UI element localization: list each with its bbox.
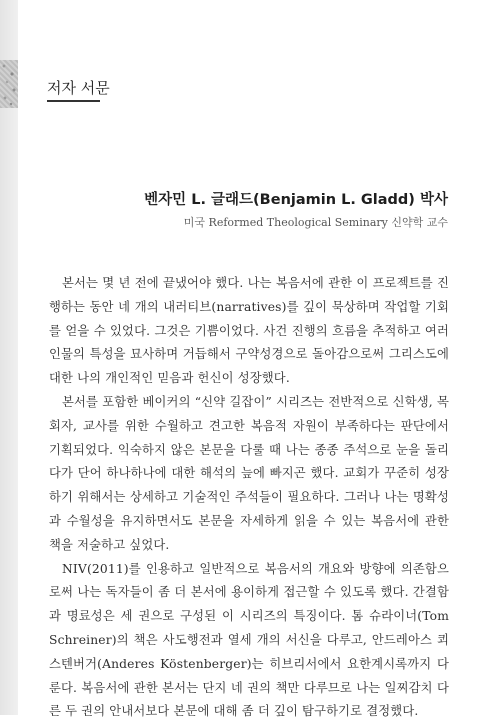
author-name: 벤자민 L. 글래드(Benjamin L. Gladd) 박사 — [144, 192, 448, 208]
section-title: 저자 서문 — [47, 79, 110, 97]
decorative-pattern — [0, 60, 18, 108]
preface-body — [49, 272, 449, 724]
paragraph: NIV(2011)를 인용하고 일반적으로 복음서의 개요와 방향에 의존함으로써 나는 독자들이 좀 더 본서에 용이하게 접근할 수 있도록 했다. 간결함과 명료성은 세 권으로 구성된 이 시리즈의 특징이다. 톰 슈라이너(Tom Schreiner)의 책은 사도행전과 열세 개의 서신을 다루고, 안드레아스 쾨스텐버거(Anderes Köstenberger)는 히브리서에서 요한계시록까지 다룬다. 복음서에 관한 본서는 단지 네 권의 책만 다루므로 나는 일찌감치 다른 두 권의 안내서보다 본문에 대해 좀 더 깊이 탐구하기로 결정했다. — [49, 561, 449, 719]
paragraph: 본서를 포함한 베이커의 “신약 길잡이” 시리즈는 전반적으로 신학생, 목회자, 교사를 위한 수월하고 견고한 복음적 자원이 부족하다는 판단에서 기획되었다. 익숙하지 않은 본문을 다룰 때 나는 종종 주석으로 눈을 돌리다가 단어 하나하나에 대한 해석의 늪에 빠지곤 했다. 교회가 꾸준히 성장하기 위해서는 상세하고 기술적인 주석들이 필요하다. 그러나 나는 명확성과 수월성을 유지하면서도 본문을 자세하게 읽을 수 있는 복음서에 관한 책을 저술하고 싶었다. — [49, 394, 449, 552]
title-underline — [47, 100, 100, 102]
paragraph: 본서는 몇 년 전에 끝냈어야 했다. 나는 복음서에 관한 이 프로젝트를 진행하는 동안 네 개의 내러티브(narratives)를 깊이 묵상하며 작업할 기회를 얻을 수 있었다. 그것은 기쁨이었다. 사건 진행의 흐름을 추적하고 여러 인물의 특성을 묘사하며 거듭해서 구약성경으로 돌아감으로써 그리스도에 대한 나의 개인적인 믿음과 헌신이 성장했다. — [49, 276, 449, 386]
author-affiliation: 미국 Reformed Theological Seminary 신약학 교수 — [183, 216, 448, 229]
